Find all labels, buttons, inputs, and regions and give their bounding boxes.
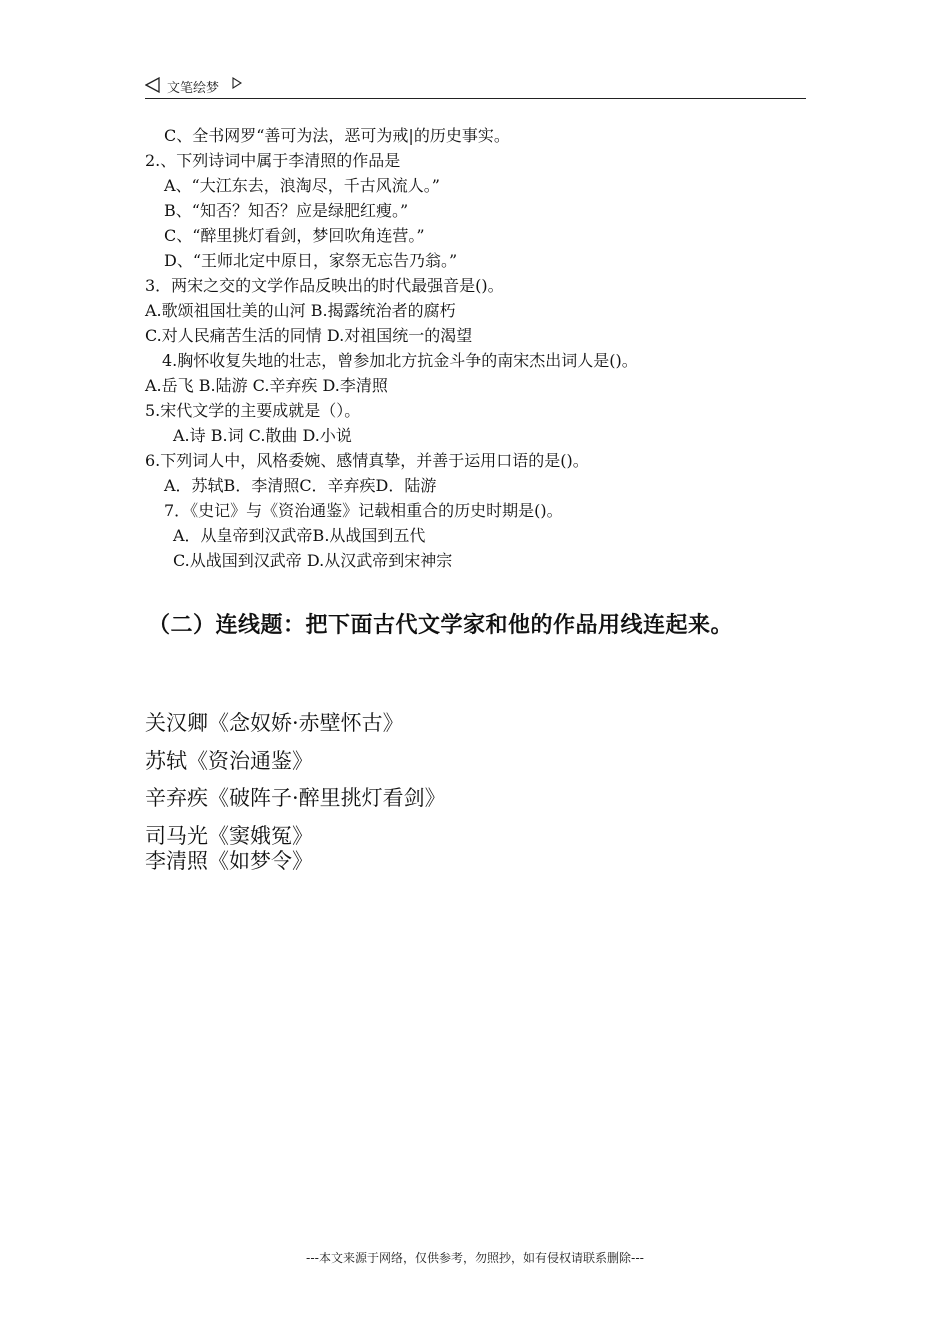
section-title: （二）连线题：把下面古代文学家和他的作品用线连起来。 [148,613,734,638]
q6-stem: 6.下列词人中，风格委婉、感情真挚，并善于运用口语的是()。 [145,451,589,470]
matching-item: 关汉卿《念奴娇·赤壁怀古》 [145,711,404,735]
q7-stem: 7．《史记》与《资治通鉴》记载相重合的历史时期是()。 [164,501,563,520]
q2-option-d: D、“王师北定中原日，家祭无忘告乃翁。” [164,251,458,270]
q4-stem: 4.胸怀收复失地的壮志，曾参加北方抗金斗争的南宋杰出词人是()。 [162,351,638,370]
q2-option-c: C、“醉里挑灯看剑，梦回吹角连营。” [164,226,425,245]
q3-options-ab: A.歌颂祖国壮美的山河 B.揭露统治者的腐朽 [145,301,456,320]
q5-stem: 5.宋代文学的主要成就是（）。 [145,401,361,420]
footer-disclaimer: ---本文来源于网络，仅供参考，勿照抄，如有侵权请联系删除--- [306,1251,644,1265]
q1-option-c: C、全书网罗“善可为法，恶可为戒|的历史事实。 [164,126,510,145]
matching-item: 司马光《窦娥冤》 [145,824,313,848]
q7-options-ab: A．从皇帝到汉武帝B.从战国到五代 [173,526,426,545]
q3-stem: 3．两宋之交的文学作品反映出的时代最强音是()。 [145,276,504,295]
q6-options: A．苏轼B．李清照C．辛弃疾D．陆游 [164,476,437,495]
left-triangle-icon [145,77,161,93]
header-brand: 文笔绘梦 [167,81,220,96]
matching-item: 苏轼《资治通鉴》 [145,749,313,773]
page-header [145,74,806,99]
q5-options: A.诗 B.词 C.散曲 D.小说 [173,426,352,445]
right-triangle-icon [232,77,242,89]
matching-item: 李清照《如梦令》 [145,849,313,873]
q2-option-b: B、“知否？知否？应是绿肥红瘦。” [164,201,409,220]
q7-options-cd: C.从战国到汉武帝 D.从汉武帝到宋神宗 [173,551,453,570]
matching-item: 辛弃疾《破阵子·醉里挑灯看剑》 [145,786,446,810]
q4-options: A.岳飞 B.陆游 C.辛弃疾 D.李清照 [145,376,388,395]
q2-stem: 2.、下列诗词中属于李清照的作品是 [145,151,401,170]
q3-options-cd: C.对人民痛苦生活的同情 D.对祖国统一的渴望 [145,326,473,345]
q2-option-a: A、“大江东去，浪淘尽，千古风流人。” [164,176,440,195]
